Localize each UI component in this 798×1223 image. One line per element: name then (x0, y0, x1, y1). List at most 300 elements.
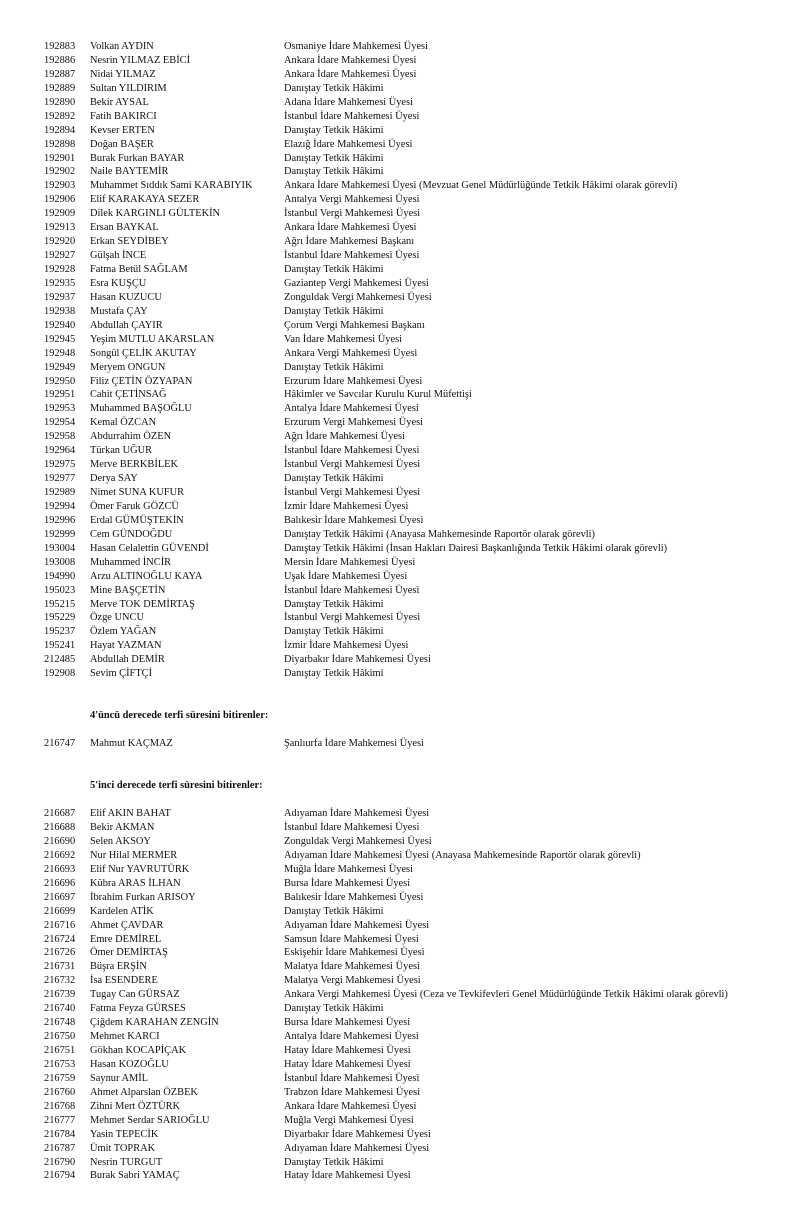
position-title: İstanbul İdare Mahkemesi Üyesi (284, 110, 420, 122)
list-item (0, 221, 798, 235)
list-item (0, 737, 798, 751)
registry-number: 216750 (44, 1031, 76, 1043)
list-item (0, 946, 798, 960)
list-item (0, 235, 798, 249)
registry-number: 216688 (44, 822, 76, 833)
position-title: Ankara İdare Mahkemesi Üyesi (284, 68, 417, 80)
person-name: Saynur AMİL (90, 1072, 149, 1084)
person-name: Nur Hilal MERMER (90, 849, 178, 861)
section-1 (0, 40, 798, 681)
list-item (0, 165, 798, 179)
list-item (0, 319, 798, 333)
list-item (0, 849, 798, 863)
position-title: Danıştay Tetkik Hâkimi (284, 124, 384, 136)
person-name: İsa ESENDERE (90, 975, 158, 987)
person-name: Yasin TEPECİK (90, 1128, 159, 1140)
list-item (0, 598, 798, 612)
list-item (0, 68, 798, 82)
list-item (0, 960, 798, 974)
person-name: Çiğdem KARAHAN ZENGİN (90, 1017, 219, 1029)
list-item (0, 486, 798, 500)
position-title: Danıştay Tetkik Hâkimi (284, 264, 384, 275)
position-title: Danıştay Tetkik Hâkimi (284, 598, 384, 610)
list-item (0, 542, 798, 556)
person-name: Songül ÇELİK AKUTAY (90, 347, 197, 359)
person-name: Ersan BAYKAL (90, 222, 159, 234)
registry-number: 192927 (44, 250, 76, 262)
registry-number: 192889 (44, 82, 76, 94)
person-name: Merve TOK DEMİRTAŞ (90, 598, 195, 610)
person-name: Elif KARAKAYA SEZER (90, 194, 200, 206)
position-title: Danıştay Tetkik Hâkimi (284, 166, 384, 178)
person-name: Erdal GÜMÜŞTEKİN (90, 514, 184, 526)
position-title: Ankara Vergi Mahkemesi Üyesi (Ceza ve Tevkifevleri Genel Müdürlüğünde Tetkik Hâkimi olarak görevli) (284, 989, 728, 1001)
person-name: Muhammed İNCİR (90, 556, 172, 568)
person-name: Tugay Can GÜRSAZ (90, 989, 180, 1001)
list-item (0, 430, 798, 444)
list-item (0, 653, 798, 667)
person-name: Hayat YAZMAN (90, 640, 162, 652)
list-item (0, 1058, 798, 1072)
list-item (0, 988, 798, 1002)
registry-number: 192954 (44, 417, 76, 429)
list-item (0, 1156, 798, 1170)
registry-number: 195241 (44, 640, 76, 652)
person-name: Abdurrahim ÖZEN (90, 431, 172, 443)
registry-number: 216696 (44, 877, 76, 889)
person-name: Nimet SUNA KUFUR (90, 487, 185, 498)
registry-number: 192906 (44, 194, 76, 206)
position-title: Mersin İdare Mahkemesi Üyesi (284, 556, 416, 568)
registry-number: 195215 (44, 598, 76, 610)
position-title: İstanbul İdare Mahkemesi Üyesi (284, 822, 420, 833)
spacer (0, 793, 798, 807)
person-name: Gülşah İNCE (90, 250, 147, 262)
position-title: Çorum Vergi Mahkemesi Başkanı (284, 319, 425, 331)
position-title: Zonguldak Vergi Mahkemesi Üyesi (284, 291, 432, 303)
person-name: Ahmet ÇAVDAR (90, 919, 164, 931)
spacer (0, 751, 798, 779)
registry-number: 216697 (44, 891, 76, 903)
person-name: Abdullah ÇAYIR (90, 319, 163, 331)
list-item (0, 361, 798, 375)
registry-number: 192892 (44, 110, 76, 122)
list-item (0, 863, 798, 877)
list-item (0, 528, 798, 542)
list-item (0, 667, 798, 681)
position-title: Muğla İdare Mahkemesi Üyesi (284, 863, 413, 875)
registry-number: 192935 (44, 277, 76, 289)
registry-number: 192989 (44, 487, 76, 498)
list-item (0, 138, 798, 152)
position-title: Malatya İdare Mahkemesi Üyesi (284, 961, 420, 973)
list-item (0, 1169, 798, 1183)
list-item (0, 207, 798, 221)
list-item (0, 1086, 798, 1100)
person-name: Arzu ALTINOĞLU KAYA (90, 570, 203, 582)
document-page (0, 40, 798, 1183)
position-title: Antalya Vergi Mahkemesi Üyesi (284, 194, 420, 206)
section-3 (0, 807, 798, 1183)
list-item (0, 514, 798, 528)
list-item (0, 1100, 798, 1114)
position-title: Adana İdare Mahkemesi Üyesi (284, 96, 413, 108)
person-name: Mehmet KARCI (90, 1031, 160, 1043)
list-item (0, 82, 798, 96)
list-item (0, 179, 798, 193)
person-name: İbrahim Furkan ARISOY (90, 891, 196, 903)
list-item (0, 570, 798, 584)
registry-number: 216759 (44, 1072, 76, 1084)
list-item (0, 877, 798, 891)
person-name: Esra KUŞÇU (90, 277, 147, 289)
list-item (0, 124, 798, 138)
list-item (0, 291, 798, 305)
person-name: Abdullah DEMİR (90, 654, 165, 666)
registry-number: 216690 (44, 835, 76, 847)
registry-number: 192999 (44, 528, 76, 540)
person-name: Türkan UĞUR (90, 445, 153, 457)
person-name: Cem GÜNDOĞDU (90, 528, 173, 540)
person-name: Erkan SEYDİBEY (90, 236, 169, 248)
person-name: Emre DEMİREL (90, 933, 162, 945)
registry-number: 192938 (44, 305, 76, 317)
person-name: Burak Furkan BAYAR (90, 152, 185, 164)
position-title: Diyarbakır İdare Mahkemesi Üyesi (284, 654, 431, 666)
list-item (0, 472, 798, 486)
list-item (0, 152, 798, 166)
list-item (0, 347, 798, 361)
position-title: Bursa İdare Mahkemesi Üyesi (284, 877, 411, 889)
list-item (0, 277, 798, 291)
person-name: Dilek KARGINLI GÜLTEKİN (90, 208, 221, 220)
person-name: Muhammet Sıddık Sami KARABIYIK (90, 180, 253, 192)
registry-number: 216748 (44, 1017, 76, 1029)
person-name: Filiz ÇETİN ÖZYAPAN (90, 375, 193, 387)
registry-number: 216768 (44, 1100, 76, 1112)
position-title: İstanbul İdare Mahkemesi Üyesi (284, 250, 420, 262)
position-title: İstanbul Vergi Mahkemesi Üyesi (284, 208, 421, 220)
position-title: Danıştay Tetkik Hâkimi (İnsan Hakları Dairesi Başkanlığında Tetkik Hâkimi olarak görevli) (284, 542, 668, 554)
position-title: İstanbul Vergi Mahkemesi Üyesi (284, 459, 421, 471)
list-item (0, 584, 798, 598)
person-name: Elif AKIN BAHAT (90, 808, 171, 820)
registry-number: 192950 (44, 375, 76, 387)
registry-number: 216692 (44, 849, 76, 861)
registry-number: 195023 (44, 584, 76, 596)
position-title: Adıyaman İdare Mahkemesi Üyesi (284, 919, 430, 931)
list-item (0, 263, 798, 277)
person-name: Gökhan KOCAPİÇAK (90, 1045, 187, 1056)
position-title: Bursa İdare Mahkemesi Üyesi (284, 1017, 411, 1029)
registry-number: 192887 (44, 68, 76, 80)
position-title: Zonguldak Vergi Mahkemesi Üyesi (284, 835, 432, 847)
list-item (0, 1114, 798, 1128)
person-name: Kübra ARAS İLHAN (90, 877, 181, 889)
list-item (0, 333, 798, 347)
position-title: Malatya Vergi Mahkemesi Üyesi (284, 975, 421, 987)
registry-number: 216794 (44, 1170, 76, 1182)
position-title: İstanbul Vergi Mahkemesi Üyesi (284, 487, 421, 498)
position-title: Adıyaman İdare Mahkemesi Üyesi (284, 1142, 430, 1154)
registry-number: 192886 (44, 54, 76, 66)
person-name: Hasan KOZOĞLU (90, 1058, 169, 1070)
list-item (0, 96, 798, 110)
position-title: İstanbul Vergi Mahkemesi Üyesi (284, 612, 421, 624)
position-title: Diyarbakır İdare Mahkemesi Üyesi (284, 1128, 431, 1140)
registry-number: 192996 (44, 514, 76, 526)
registry-number: 192958 (44, 431, 76, 443)
registry-number: 192890 (44, 96, 76, 108)
person-name: Ümit TOPRAK (90, 1142, 156, 1154)
position-title: İzmir İdare Mahkemesi Üyesi (284, 640, 409, 652)
list-item (0, 611, 798, 625)
position-title: Uşak İdare Mahkemesi Üyesi (284, 570, 408, 582)
person-name: Hasan KUZUCU (90, 291, 162, 303)
position-title: Danıştay Tetkik Hâkimi (284, 1003, 384, 1015)
person-name: Nidai YILMAZ (90, 68, 156, 80)
registry-number: 216726 (44, 947, 76, 959)
registry-number: 194990 (44, 570, 76, 582)
person-name: Doğan BAŞER (90, 138, 154, 150)
position-title: Danıştay Tetkik Hâkimi (284, 473, 384, 485)
position-title: Adıyaman İdare Mahkemesi Üyesi (284, 808, 430, 820)
position-title: Ağrı İdare Mahkemesi Üyesi (284, 431, 405, 443)
list-item (0, 500, 798, 514)
registry-number: 192902 (44, 166, 76, 178)
registry-number: 192994 (44, 500, 76, 512)
person-name: Burak Sabri YAMAÇ (90, 1170, 180, 1182)
position-title: Hâkimler ve Savcılar Kurulu Kurul Müfettişi (284, 389, 472, 401)
registry-number: 192901 (44, 152, 76, 164)
section-heading-4th-degree: 4'üncü derecede terfi süresini bitirenler: (90, 710, 269, 722)
person-name: Ahmet Alparslan ÖZBEK (90, 1086, 198, 1098)
person-name: Özge UNCU (90, 612, 144, 624)
registry-number: 216724 (44, 933, 76, 945)
person-name: Muhammed BAŞOĞLU (90, 403, 192, 415)
position-title: Danıştay Tetkik Hâkimi (284, 361, 384, 373)
list-item (0, 249, 798, 263)
person-name: Yeşim MUTLU AKARSLAN (90, 333, 215, 345)
registry-number: 212485 (44, 654, 76, 666)
person-name: Volkan AYDIN (90, 41, 154, 52)
position-title: Danıştay Tetkik Hâkimi (284, 1156, 384, 1168)
position-title: Adıyaman İdare Mahkemesi Üyesi (Anayasa Mahkemesinde Raportör olarak görevli) (284, 849, 641, 861)
spacer (0, 723, 798, 737)
position-title: Ankara İdare Mahkemesi Üyesi (284, 1100, 417, 1112)
registry-number: 192945 (44, 333, 76, 345)
section-2 (0, 737, 798, 751)
position-title: Osmaniye İdare Mahkemesi Üyesi (284, 41, 428, 52)
list-item (0, 305, 798, 319)
position-title: Muğla Vergi Mahkemesi Üyesi (284, 1114, 414, 1126)
position-title: Ankara İdare Mahkemesi Üyesi (Mevzuat Genel Müdürlüğünde Tetkik Hâkimi olarak görevli) (284, 180, 678, 192)
registry-number: 216740 (44, 1003, 76, 1015)
position-title: Ankara İdare Mahkemesi Üyesi (284, 222, 417, 234)
position-title: Danıştay Tetkik Hâkimi (284, 668, 384, 680)
registry-number: 216777 (44, 1114, 76, 1126)
list-item (0, 110, 798, 124)
registry-number: 216732 (44, 975, 76, 987)
position-title: Antalya İdare Mahkemesi Üyesi (284, 403, 419, 415)
position-title: Erzurum İdare Mahkemesi Üyesi (284, 375, 423, 387)
registry-number: 195237 (44, 626, 76, 638)
registry-number: 216716 (44, 919, 76, 931)
registry-number: 192908 (44, 668, 76, 680)
registry-number: 192937 (44, 291, 76, 303)
position-title: Hatay İdare Mahkemesi Üyesi (284, 1058, 411, 1070)
list-item (0, 821, 798, 835)
position-title: Danıştay Tetkik Hâkimi (284, 905, 384, 917)
list-item (0, 807, 798, 821)
person-name: Ömer Faruk GÖZCÜ (90, 500, 179, 512)
person-name: Cahit ÇETİNSAĞ (90, 389, 167, 401)
registry-number: 192894 (44, 124, 76, 136)
position-title: İstanbul İdare Mahkemesi Üyesi (284, 1072, 420, 1084)
position-title: Ankara Vergi Mahkemesi Üyesi (284, 347, 418, 359)
person-name: Nesrin TURGUT (90, 1156, 163, 1168)
person-name: Selen AKSOY (90, 835, 151, 847)
registry-number: 192909 (44, 208, 76, 220)
list-item (0, 40, 798, 54)
registry-number: 192940 (44, 319, 76, 331)
person-name: Kemal ÖZCAN (90, 417, 157, 429)
person-name: Meryem ONGUN (90, 361, 166, 373)
position-title: Gaziantep Vergi Mahkemesi Üyesi (284, 277, 429, 289)
list-item (0, 388, 798, 402)
person-name: Elif Nur YAVRUTÜRK (90, 863, 190, 875)
position-title: İstanbul İdare Mahkemesi Üyesi (284, 584, 420, 596)
person-name: Kardelen ATİK (90, 905, 154, 917)
list-item (0, 639, 798, 653)
list-item (0, 1030, 798, 1044)
person-name: Fatma Feyza GÜRSES (90, 1003, 186, 1015)
person-name: Ömer DEMİRTAŞ (90, 947, 168, 959)
registry-number: 192928 (44, 264, 76, 275)
registry-number: 192975 (44, 459, 76, 471)
person-name: Fatma Betül SAĞLAM (90, 264, 188, 275)
registry-number: 192883 (44, 41, 76, 52)
list-item (0, 444, 798, 458)
list-item (0, 54, 798, 68)
position-title: Danıştay Tetkik Hâkimi (284, 82, 384, 94)
list-item (0, 974, 798, 988)
person-name: Nesrin YILMAZ EBİCİ (90, 54, 191, 66)
position-title: Ankara İdare Mahkemesi Üyesi (284, 54, 417, 66)
list-item (0, 1142, 798, 1156)
registry-number: 192951 (44, 389, 76, 401)
spacer (0, 681, 798, 709)
position-title: Balıkesir İdare Mahkemesi Üyesi (284, 891, 424, 903)
position-title: Ağrı İdare Mahkemesi Başkanı (284, 236, 415, 248)
person-name: Hasan Celalettin GÜVENDİ (90, 542, 209, 554)
list-item (0, 905, 798, 919)
list-item (0, 1002, 798, 1016)
registry-number: 216699 (44, 905, 76, 917)
position-title: Danıştay Tetkik Hâkimi (284, 152, 384, 164)
list-item (0, 891, 798, 905)
position-title: Hatay İdare Mahkemesi Üyesi (284, 1045, 411, 1056)
registry-number: 216687 (44, 808, 76, 820)
person-name: Mustafa ÇAY (90, 305, 148, 317)
person-name: Fatih BAKIRCI (90, 110, 157, 122)
list-item (0, 1016, 798, 1030)
position-title: Van İdare Mahkemesi Üyesi (284, 333, 403, 345)
list-item (0, 375, 798, 389)
list-item (0, 416, 798, 430)
person-name: Naile BAYTEMİR (90, 166, 169, 178)
position-title: İstanbul İdare Mahkemesi Üyesi (284, 445, 420, 457)
position-title: Hatay İdare Mahkemesi Üyesi (284, 1170, 411, 1182)
person-name: Kevser ERTEN (90, 124, 155, 136)
registry-number: 216784 (44, 1128, 76, 1140)
registry-number: 216753 (44, 1058, 76, 1070)
person-name: Büşra ERŞİN (90, 961, 147, 973)
person-name: Mehmet Serdar SARIOĞLU (90, 1114, 210, 1126)
position-title: Şanlıurfa İdare Mahkemesi Üyesi (284, 738, 424, 750)
registry-number: 192913 (44, 222, 76, 234)
position-title: Trabzon İdare Mahkemesi Üyesi (284, 1086, 421, 1098)
registry-number: 216787 (44, 1142, 76, 1154)
registry-number: 193008 (44, 556, 76, 568)
registry-number: 216760 (44, 1086, 76, 1098)
section-heading-5th-degree: 5'inci derecede terfi süresini bitirenler: (90, 780, 263, 792)
list-item (0, 625, 798, 639)
registry-number: 192920 (44, 236, 76, 248)
person-name: Bekir AYSAL (90, 96, 149, 108)
list-item (0, 458, 798, 472)
registry-number: 193004 (44, 542, 76, 554)
person-name: Mahmut KAÇMAZ (90, 738, 173, 750)
list-item (0, 1072, 798, 1086)
person-name: Özlem YAĞAN (90, 626, 157, 638)
position-title: Danıştay Tetkik Hâkimi (Anayasa Mahkemesinde Raportör olarak görevli) (284, 528, 595, 540)
registry-number: 216790 (44, 1156, 76, 1168)
list-item (0, 402, 798, 416)
position-title: Antalya İdare Mahkemesi Üyesi (284, 1031, 419, 1043)
registry-number: 192953 (44, 403, 76, 415)
registry-number: 195229 (44, 612, 76, 624)
registry-number: 216731 (44, 961, 76, 973)
registry-number: 216751 (44, 1045, 76, 1056)
registry-number: 216693 (44, 863, 76, 875)
position-title: Erzurum Vergi Mahkemesi Üyesi (284, 417, 423, 429)
person-name: Sultan YILDIRIM (90, 82, 167, 94)
registry-number: 192964 (44, 445, 76, 457)
list-item (0, 193, 798, 207)
position-title: Balıkesir İdare Mahkemesi Üyesi (284, 514, 424, 526)
registry-number: 192948 (44, 347, 76, 359)
list-item (0, 835, 798, 849)
list-item (0, 556, 798, 570)
position-title: Samsun İdare Mahkemesi Üyesi (284, 933, 419, 945)
person-name: Merve BERKBİLEK (90, 459, 179, 471)
person-name: Mine BAŞÇETİN (90, 584, 166, 596)
registry-number: 216747 (44, 738, 76, 750)
position-title: Eskişehir İdare Mahkemesi Üyesi (284, 947, 425, 959)
list-item (0, 1044, 798, 1058)
registry-number: 192949 (44, 361, 76, 373)
registry-number: 192977 (44, 473, 76, 485)
list-item (0, 933, 798, 947)
person-name: Derya SAY (90, 473, 138, 485)
person-name: Bekir AKMAN (90, 822, 155, 833)
registry-number: 192898 (44, 138, 76, 150)
position-title: İzmir İdare Mahkemesi Üyesi (284, 500, 409, 512)
list-item (0, 919, 798, 933)
registry-number: 192903 (44, 180, 76, 192)
person-name: Sevim ÇİFTÇİ (90, 668, 153, 680)
